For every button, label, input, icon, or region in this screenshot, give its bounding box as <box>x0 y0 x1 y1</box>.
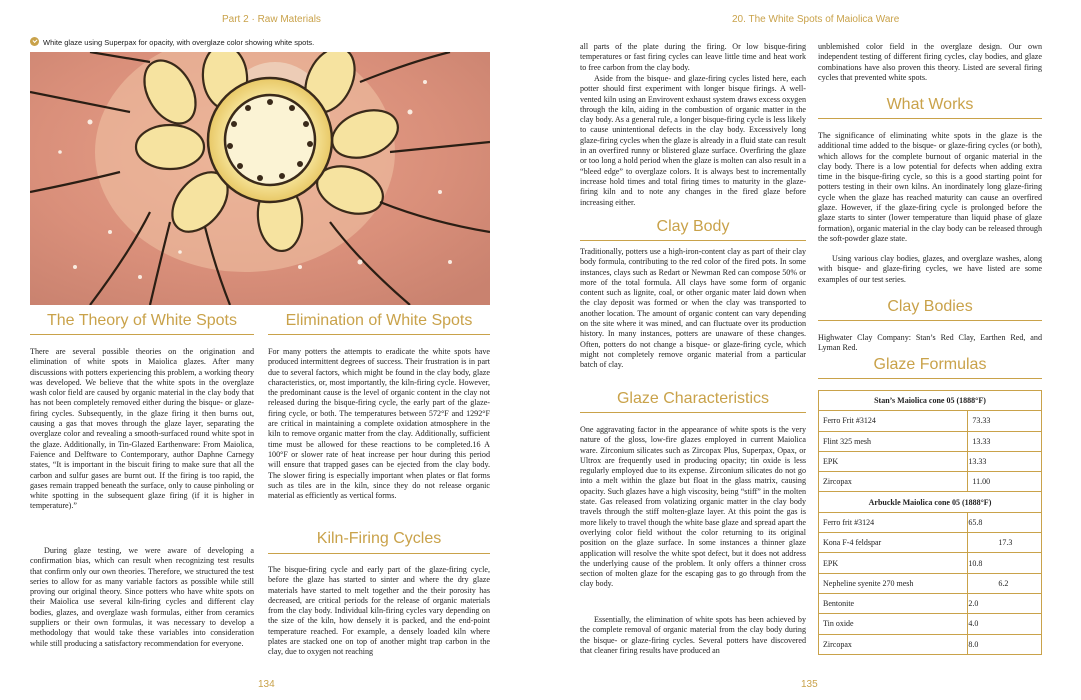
ingredient-name: Ferro Frit #3124 <box>819 411 968 431</box>
table-row <box>819 553 1042 573</box>
ingredient-amount: 73.33 <box>968 411 1042 431</box>
heading-rule <box>30 334 254 335</box>
heading-what-works: What Works <box>886 96 974 113</box>
elimination-paragraph-1: For many potters the attempts to eradicate the white spots have produced intermittent degrees of success. Their frustration is in part due to several factors, which might be found in the clay body, glaze characteristics, or, most importantly, the kiln-firing cycle. However, the predominant cause is the level of organic content in the clay not released during the bisque-firing cycle, the early part of the glaze-firing cycle, or both. The temperatures between 572°F and 1292°F are critical in maintaining a complete oxidation atmosphere in the kiln to remove organic matter from the clay. Additionally, sufficient time must be allowed for these reactions to be completed.16 A 100°F or slower rate of heat increase per hour during this period will ensure that trapped gases can be ejected from the clay body. The slower firing is especially important when plates or flat forms such as tiles are in the kiln, since they do not release organic material as efficiently as vertical forms. <box>268 347 490 501</box>
ingredient-name: Zircopax <box>819 634 968 654</box>
ingredient-name: EPK <box>819 451 968 471</box>
glaze-formula-table <box>818 390 1042 655</box>
table-title: Arbuckle Maiolica cone 05 (1888°F) <box>819 492 1042 512</box>
heading-rule <box>268 334 490 335</box>
clay-body-paragraph: Traditionally, potters use a high-iron-content clay as part of their clay body formula, contributing to the red color of the fired pots. In some instances, clays such as Redart or Newman Red can compose 50% or more of the total formula. All clays have some form of organic content such as lignite, coal, or other organic mater laid down when the clay deposit was formed or when the clay was transported to another location. The amount of organic content can vary depending on the site where it was mined, and can fluctuate over its production history. In many instances, potters are unaware of these changes. Often, potters do not change a bisque- or glaze-firing cycle, which might not completely remove organic material from a particular batch of clay. <box>580 247 806 370</box>
glaze-photo <box>30 52 490 305</box>
ingredient-name: Tin oxide <box>819 614 968 634</box>
right-running-head: 20. The White Spots of Maiolica Ware <box>732 14 900 25</box>
table-row <box>819 411 1042 431</box>
ingredient-name: Flint 325 mesh <box>819 431 968 451</box>
table-title-row <box>819 492 1042 512</box>
heading-rule <box>580 412 806 413</box>
heading-glaze-characteristics: Glaze Characteristics <box>616 390 770 407</box>
glaze-characteristics-paragraph-1: One aggravating factor in the appearance of white spots is the very nature of the gloss, low-fire glazes employed in current Maiolica ware. Zirconium silicates such as Zircopax Plus, Superpax, Opax, or Ultrox are frequently used in producing opacity; tin oxide is less regularly employed due to its expense. Zirconium silicates do not go into a melt within the glaze but float in the glass matrix, causing opacity. Such glazes have a high viscosity, being “stiff” in the molten state. Gas released from volatizing organic matter in the clay body travels through the stiff molten-glaze layer. At this point the gas is more likely to travel though the white base glaze and spread apart the overlying color field without the color returning to its original position on the glaze surface. In some instances a thinner glaze application will resolve the white spot defect, but it does not address the underlying cause of the problem. It only offers a thinner cross section of molten glaze for the escaping gas to go through from the clay body. <box>580 425 806 589</box>
ingredient-name: Zircopax <box>819 472 968 492</box>
heading-glaze-formulas: Glaze Formulas <box>873 356 987 373</box>
heading-clay-bodies: Clay Bodies <box>887 298 973 315</box>
bisque-paragraph: Aside from the bisque- and glaze-firing cycles listed here, each potter should first experiment with longer bisque firings. A well-vented kiln using an Envirovent exhaust system draws excess oxygen through the kiln, aiding in the combustion of organic matter in the clay body. As a general rule, a longer bisque-firing cycle is less likely to cause unintentional defects in the clay body. Excessively long glaze-firing cycles when the glaze is already in a fluid state can result in an overfired runny or blistered glaze surface. Overfiring the glaze or too long a hold period when the glaze is molten can also result in a “bleed edge” to overglaze colors. It is always best to incrementally increase hold times and total firing times to maturity in the glaze-firing kiln and to note any changes in the fired glaze before increasing either. <box>580 74 806 207</box>
heading-theory: The Theory of White Spots <box>46 312 237 329</box>
ingredient-name: Ferro frit #3124 <box>819 512 968 532</box>
table-row <box>819 634 1042 654</box>
ingredient-amount: 65.8 <box>968 512 1042 532</box>
what-works-paragraph-1: The significance of eliminating white spots in the glaze is the additional time added to the bisque- or glaze-firing cycles (or both), which allows for the complete burnout of organic material in the clay body. There is a low potential for defects when adding extra time in the bisque-firing cycle, so this is a good starting point for potters testing in their own kilns. An inordinately long glaze-firing cycle when the glaze has reached maturity can cause an overfired glaze. However, if the glaze-firing cycle is prolonged before the glaze starts to sinter (lower temperature than liquid phase of glaze formation), organic material in the clay body can be released through the soft-powder glaze state. <box>818 131 1042 243</box>
ingredient-amount: 2.0 <box>968 593 1042 613</box>
ingredient-amount: 8.0 <box>968 634 1042 654</box>
table-title: Stan’s Maiolica cone 05 (1888°F) <box>819 391 1042 411</box>
table-row <box>819 512 1042 532</box>
ingredient-amount: 13.33 <box>968 451 1042 471</box>
ingredient-name: Bentonite <box>819 593 968 613</box>
table-row <box>819 533 1042 553</box>
maiolica-plate-image <box>30 52 490 305</box>
ingredient-amount: 10.8 <box>968 553 1042 573</box>
theory-paragraph-1: There are several possible theories on the origination and elimination of white spots in Maiolica glazes. After many discussions with potters experiencing this problem, a working theory was developed. We believe that the white spots in the overglaze wash color field are caused by organic material in the clay body that has not been completely removed either during the bisque- or glaze-firing cycles. Subsequently, in the glaze firing it then burns out, causing a gas that moves through the glaze layer, separating the overglaze color and revealing a smooth-surfaced round white spot in the glaze. Additionally, in Tin-Glazed Earthenware: From Maiolica, Faience and Delftware to Contemporary, author Daphne Carnegy states, “It is important in the biscuit firing to make sure that all the carbon and sulfur gases are burnt out. If the firing is too rapid, the gases remain trapped beneath the surface, only to cause pinholing or white spotting in the subsequent glaze firing (if it is higher in temperature).” <box>30 347 254 511</box>
caption-text: White glaze using Superpax for opacity, with overglaze color showing white spots. <box>43 38 315 47</box>
ingredient-amount: 13.33 <box>968 431 1042 451</box>
heading-clay-body: Clay Body <box>656 218 730 235</box>
heading-rule <box>818 118 1042 119</box>
ingredient-amount: 4.0 <box>968 614 1042 634</box>
table-row <box>819 451 1042 471</box>
heading-kiln-firing: Kiln-Firing Cycles <box>316 530 442 547</box>
ingredient-name: Kona F-4 feldspar <box>819 533 968 553</box>
ingredient-amount: 17.3 <box>968 533 1042 553</box>
glaze-characteristics-paragraph-2: Essentially, the elimination of white spots has been achieved by the complete removal of organic material from the clay body during the bisque- or glaze-firing cycles. Several potters have discovered that cleaner firing results have produced an <box>580 615 806 655</box>
kiln-paragraph-1: The bisque-firing cycle and early part of the glaze-firing cycle, before the glaze has started to sinter and where the dry glaze materials have started to melt together and the their porosity has decreased, are critical periods for the release of organic materials from the clay body. Individual kiln-firing cycles vary depending on the size of the kiln, how densely it is packed, and the end-point temperature reached. For example, a densely loaded kiln where plates are stacked one on top of another might trap carbon in the clay, due to oxygen not reaching <box>268 565 490 657</box>
unblemished-paragraph: unblemished color field in the overglaze design. Our own independent testing of different firing cycles, clay bodies, and glaze combinations have also proven this theory. Listed are several firing cycles that prevented white spots. <box>818 42 1042 82</box>
table-row <box>819 614 1042 634</box>
table-title-row <box>819 391 1042 411</box>
heading-rule <box>818 378 1042 379</box>
table-row <box>819 593 1042 613</box>
continued-paragraph: all parts of the plate during the firing. Or low bisque-firing temperatures or fast firing cycles can leave little time and heat work to free carbon from the clay body. <box>580 42 806 72</box>
left-running-head: Part 2 · Raw Materials <box>222 14 321 25</box>
heading-rule <box>818 320 1042 321</box>
left-page-number: 134 <box>258 679 275 690</box>
theory-paragraph-2: During glaze testing, we were aware of developing a confirmation bias, which can result when recognizing test results that confirm only our own theories. Therefore, we structured the test series to allow for as many variable factors as possible while still proving our original theory. Since potters who have white spots on their Maiolica use several kiln-firing cycles and different clay bodies, glazes, and overglaze wash formulas, either from ceramics suppliers or their own formulas, it was necessary to develop a methodology that would take these variables into consideration while still producing a satisfactory recommendation for everyone. <box>30 546 254 648</box>
ingredient-name: EPK <box>819 553 968 573</box>
ingredient-amount: 11.00 <box>968 472 1042 492</box>
ingredient-name: Nepheline syenite 270 mesh <box>819 573 968 593</box>
ingredient-amount: 6.2 <box>968 573 1042 593</box>
table-row <box>819 431 1042 451</box>
clay-bodies-paragraph: Highwater Clay Company: Stan’s Red Clay, Earthen Red, and Lyman Red. <box>818 333 1042 353</box>
table-row <box>819 573 1042 593</box>
heading-rule <box>580 240 806 241</box>
heading-elimination: Elimination of White Spots <box>285 312 473 329</box>
caption-check-icon <box>30 37 39 46</box>
table-row <box>819 472 1042 492</box>
what-works-paragraph-2: Using various clay bodies, glazes, and overglaze washes, along with bisque- and glaze-firing cycles, we have listed are some examples of our test series. <box>818 254 1042 284</box>
photo-caption <box>30 36 510 47</box>
right-page-number: 135 <box>801 679 818 690</box>
heading-rule <box>268 553 490 554</box>
